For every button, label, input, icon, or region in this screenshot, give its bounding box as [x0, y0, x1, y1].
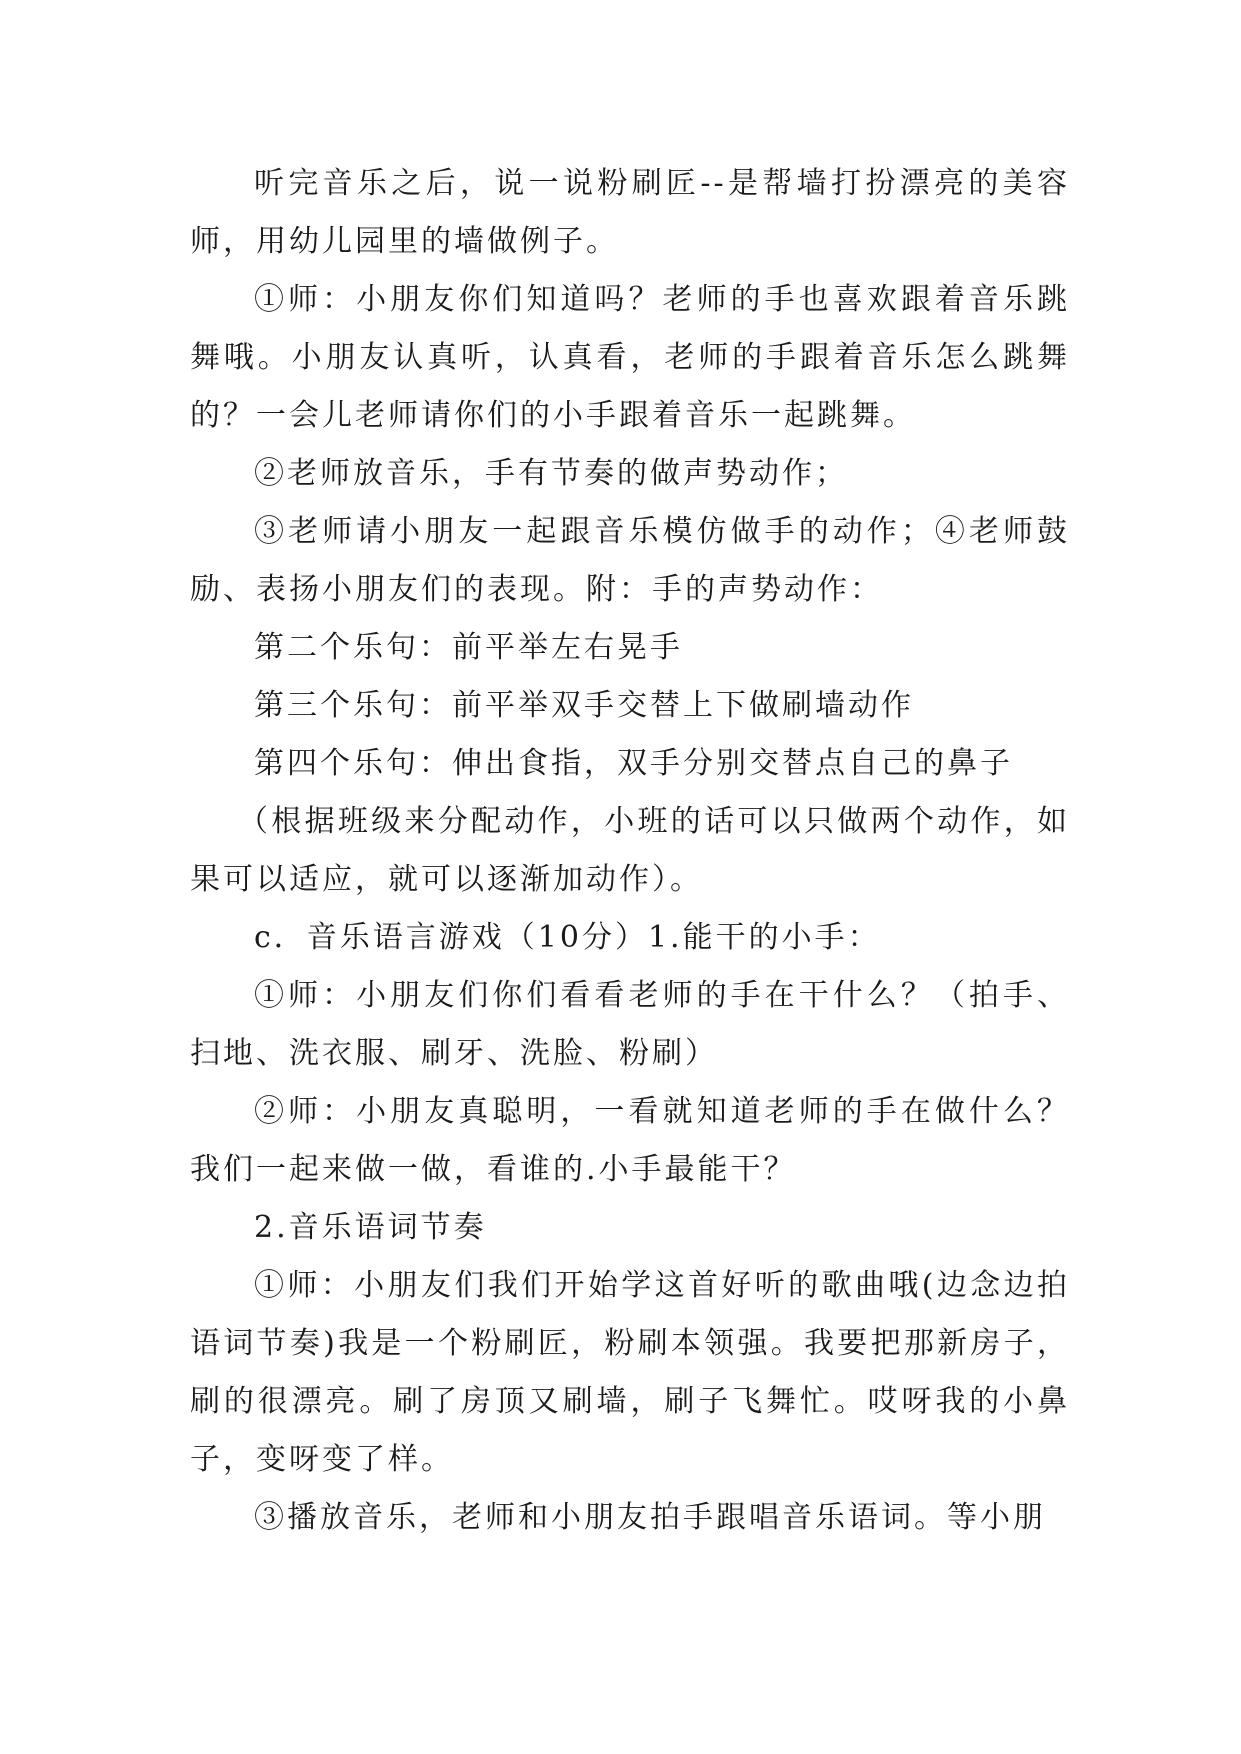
- paragraph-2: ①师：小朋友你们知道吗？老师的手也喜欢跟着音乐跳舞哦。小朋友认真听，认真看，老师的手跟着音乐怎么跳舞的？一会儿老师请你们的小手跟着音乐一起跳舞。: [190, 282, 1070, 433]
- paragraph-13: ①师：小朋友们我们开始学这首好听的歌曲哦(边念边拍语词节奏)我是一个粉刷匠，粉刷本领强。我要把那新房子，刷的很漂亮。刷了房顶又刷墙，刷子飞舞忙。哎呀我的小鼻子，变呀变了样。: [190, 1268, 1070, 1477]
- paragraph-7: 第四个乐句：伸出食指，双手分别交替点自己的鼻子: [254, 746, 1013, 781]
- paragraph-9: c．音乐语言游戏（10分）1.能干的小手：: [254, 920, 881, 955]
- paragraph-14: ③播放音乐，老师和小朋友拍手跟唱音乐语词。等小朋: [254, 1500, 1046, 1535]
- paragraph-6: 第三个乐句：前平举双手交替上下做刷墙动作: [254, 688, 914, 723]
- paragraph-1: 听完音乐之后，说一说粉刷匠--是帮墙打扮漂亮的美容师，用幼儿园里的墙做例子。: [190, 166, 1070, 259]
- paragraph-12: 2.音乐语词节奏: [254, 1210, 487, 1245]
- paragraph-3: ②老师放音乐，手有节奏的做声势动作；: [254, 456, 848, 491]
- paragraph-11: ②师：小朋友真聪明，一看就知道老师的手在做什么？我们一起来做一做，看谁的.小手最能干？: [190, 1094, 1070, 1187]
- paragraph-5: 第二个乐句：前平举左右晃手: [254, 630, 683, 665]
- paragraph-4: ③老师请小朋友一起跟音乐模仿做手的动作；④老师鼓励、表扬小朋友们的表现。附：手的声势动作：: [190, 514, 1070, 607]
- paragraph-8: （根据班级来分配动作，小班的话可以只做两个动作，如果可以适应，就可以逐渐加动作）。: [190, 804, 1070, 897]
- paragraph-10: ①师：小朋友们你们看看老师的手在干什么？（拍手、扫地、洗衣服、刷牙、洗脸、粉刷）: [190, 978, 1070, 1071]
